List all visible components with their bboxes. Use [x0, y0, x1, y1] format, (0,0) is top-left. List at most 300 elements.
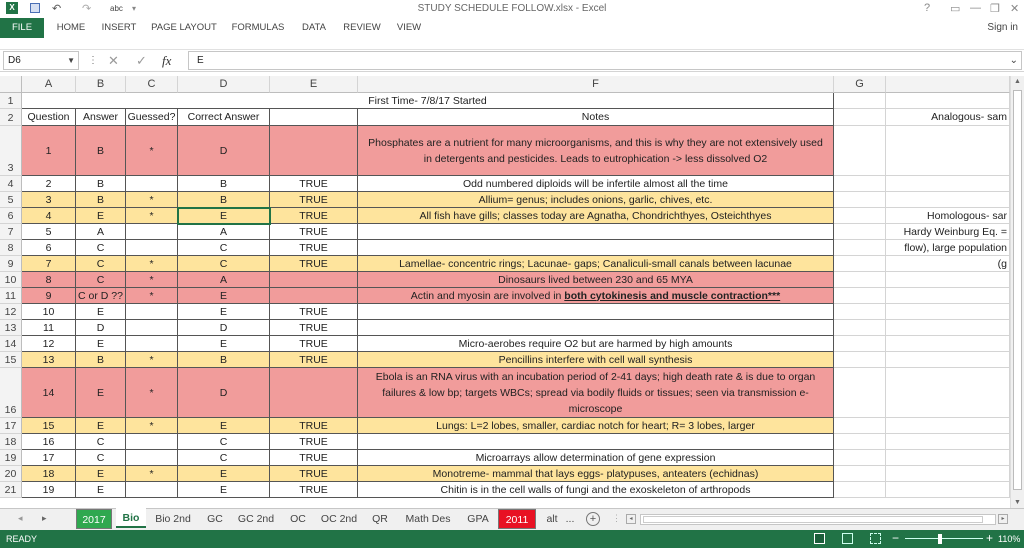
minimize-icon[interactable]: — — [970, 2, 981, 14]
question-cell[interactable]: 12 — [22, 336, 76, 352]
guessed-cell[interactable] — [126, 450, 178, 466]
column-header-d[interactable]: D — [178, 76, 270, 93]
question-cell[interactable]: 18 — [22, 466, 76, 482]
question-cell[interactable]: 1 — [22, 126, 76, 176]
guessed-cell[interactable] — [126, 320, 178, 336]
cell[interactable] — [834, 304, 886, 320]
row-number: 5 — [7, 194, 14, 206]
notes-text: Lungs: L=2 lobes, smaller, cardiac notch for heart; R= 3 lobes, larger — [436, 419, 755, 432]
guessed-cell[interactable] — [126, 224, 178, 240]
zoom-out-icon[interactable]: − — [892, 531, 900, 545]
notes-text: Allium= genus; includes onions, garlic, chives, etc. — [478, 193, 713, 206]
correct-answer-cell[interactable]: A — [178, 272, 270, 288]
expand-formula-icon[interactable]: ⌄ — [1009, 55, 1018, 66]
question-cell[interactable]: 10 — [22, 304, 76, 320]
notes-cell[interactable] — [358, 208, 834, 224]
row-number: 8 — [7, 242, 14, 254]
question-cell[interactable]: 16 — [22, 434, 76, 450]
match-cell[interactable]: TRUE — [270, 434, 358, 450]
notes-cell[interactable] — [358, 336, 834, 352]
page-layout-view-icon[interactable] — [842, 533, 853, 544]
notes-cell[interactable] — [358, 466, 834, 482]
row-header[interactable] — [0, 109, 22, 126]
answer-cell[interactable]: C — [76, 450, 126, 466]
row-header[interactable] — [0, 288, 22, 304]
correct-answer-cell[interactable]: E — [178, 336, 270, 352]
answer-cell[interactable]: B — [76, 126, 126, 176]
side-note[interactable] — [886, 434, 1010, 450]
notes-cell[interactable] — [358, 288, 834, 304]
customize-qat-icon[interactable]: ▾ — [132, 4, 137, 13]
answer-cell[interactable]: C or D ?? — [76, 288, 126, 304]
cell[interactable] — [834, 240, 886, 256]
scroll-tabs-left-icon[interactable]: ◂ — [18, 513, 23, 523]
help-icon[interactable]: ? — [924, 2, 931, 14]
question-cell[interactable]: 13 — [22, 352, 76, 368]
row-header[interactable] — [0, 368, 22, 418]
row-header[interactable] — [0, 466, 22, 482]
guessed-cell[interactable]: * — [126, 288, 178, 304]
sheet-tab-gc[interactable]: GC — [207, 513, 223, 525]
answer-cell[interactable]: D — [76, 320, 126, 336]
zoom-in-icon[interactable]: + — [986, 531, 994, 545]
correct-answer-cell[interactable]: C — [178, 240, 270, 256]
cancel-icon[interactable]: ✕ — [108, 53, 119, 68]
correct-answer-cell[interactable]: E — [178, 304, 270, 320]
chevron-down-icon[interactable]: ▼ — [67, 56, 75, 65]
match-cell[interactable] — [270, 126, 358, 176]
zoom-slider[interactable] — [905, 538, 983, 539]
correct-answer-cell[interactable]: E — [178, 466, 270, 482]
correct-answer-cell[interactable]: D — [178, 368, 270, 418]
sign-in-link[interactable]: Sign in — [987, 22, 1018, 33]
answer-cell[interactable]: E — [76, 208, 126, 224]
notes-cell[interactable] — [358, 320, 834, 336]
match-cell[interactable] — [270, 368, 358, 418]
question-cell[interactable]: 17 — [22, 450, 76, 466]
match-cell[interactable]: TRUE — [270, 224, 358, 240]
match-cell[interactable]: TRUE — [270, 304, 358, 320]
notes-text: Actin and myosin are involved in — [410, 289, 565, 302]
tab-formulas[interactable]: FORMULAS — [231, 22, 285, 33]
side-note[interactable]: flow), large population — [886, 240, 1010, 256]
cell[interactable] — [886, 93, 1010, 109]
sheet-tab-gpa[interactable]: GPA — [467, 513, 489, 525]
row-header[interactable] — [0, 304, 22, 320]
correct-answer-cell[interactable]: C — [178, 450, 270, 466]
select-all-corner[interactable] — [0, 76, 22, 93]
correct-answer-cell[interactable]: B — [178, 192, 270, 208]
match-cell[interactable]: TRUE — [270, 176, 358, 192]
ribbon-display-icon[interactable]: ▭ — [950, 3, 961, 15]
tab-file[interactable]: FILE — [0, 18, 44, 38]
row-number: 9 — [7, 258, 14, 270]
correct-answer-cell[interactable]: E — [178, 208, 270, 224]
notes-cell[interactable] — [358, 418, 834, 434]
row-number: 1 — [7, 95, 14, 107]
header-cell[interactable]: Answer — [76, 109, 126, 126]
hscroll-left-icon[interactable]: ◂ — [626, 514, 636, 524]
match-cell[interactable]: TRUE — [270, 256, 358, 272]
title-bar — [0, 0, 1024, 18]
enter-icon[interactable]: ✓ — [136, 53, 147, 68]
hscroll-right-icon[interactable]: ▸ — [998, 514, 1008, 524]
side-note[interactable]: Analogous- sam — [886, 109, 1010, 126]
correct-answer-cell[interactable]: B — [178, 176, 270, 192]
guessed-cell[interactable]: * — [126, 352, 178, 368]
tab-home[interactable]: HOME — [56, 22, 86, 33]
more-icon: ⋮ — [88, 55, 98, 66]
cell[interactable] — [834, 176, 886, 192]
notes-text: Microarrays allow determination of gene expression — [475, 451, 716, 464]
formula-input[interactable] — [188, 51, 1022, 70]
question-cell[interactable]: 15 — [22, 418, 76, 434]
notes-bold-text: both cytokinesis and muscle contraction*** — [564, 289, 781, 302]
close-icon[interactable]: ✕ — [1010, 3, 1020, 15]
answer-cell[interactable]: E — [76, 368, 126, 418]
guessed-cell[interactable] — [126, 304, 178, 320]
guessed-cell[interactable] — [126, 240, 178, 256]
cell[interactable] — [834, 434, 886, 450]
formula-bar — [0, 50, 1024, 72]
row-header[interactable] — [0, 272, 22, 288]
name-box-value: D6 — [8, 55, 21, 66]
guessed-cell[interactable] — [126, 482, 178, 498]
side-note[interactable] — [886, 126, 1010, 176]
correct-answer-cell[interactable]: C — [178, 256, 270, 272]
question-cell[interactable]: 14 — [22, 368, 76, 418]
answer-cell[interactable]: B — [76, 352, 126, 368]
row-header[interactable] — [0, 418, 22, 434]
question-cell[interactable]: 3 — [22, 192, 76, 208]
side-note[interactable] — [886, 192, 1010, 208]
row-header[interactable] — [0, 482, 22, 498]
notes-text: Pencillins interfere with cell wall synthesis — [498, 353, 693, 366]
guessed-cell[interactable]: * — [126, 466, 178, 482]
row-header[interactable] — [0, 224, 22, 240]
zoom-level[interactable]: 110% — [998, 534, 1021, 544]
header-cell[interactable]: Notes — [358, 109, 834, 126]
sheet-tab-alt[interactable]: alt — [546, 513, 558, 525]
header-cell[interactable] — [270, 109, 358, 126]
notes-text: Dinosaurs lived between 230 and 65 MYA — [498, 273, 693, 286]
worksheet-grid[interactable] — [0, 76, 1024, 508]
column-header-blank[interactable] — [886, 76, 1010, 93]
answer-cell[interactable]: B — [76, 176, 126, 192]
side-note[interactable] — [886, 304, 1010, 320]
row-header[interactable] — [0, 93, 22, 109]
name-box[interactable] — [3, 51, 79, 70]
guessed-cell[interactable] — [126, 336, 178, 352]
row-number: 16 — [4, 404, 17, 416]
notes-cell[interactable] — [358, 176, 834, 192]
scrollbar-thumb[interactable] — [1013, 90, 1022, 490]
row-number: 20 — [4, 468, 17, 480]
notes-cell[interactable] — [358, 434, 834, 450]
question-cell[interactable]: 6 — [22, 240, 76, 256]
row-number: 10 — [4, 274, 17, 286]
column-header-e[interactable]: E — [270, 76, 358, 93]
cell[interactable] — [834, 368, 886, 418]
side-note[interactable] — [886, 320, 1010, 336]
match-cell[interactable] — [270, 288, 358, 304]
answer-cell[interactable]: E — [76, 336, 126, 352]
notes-text: Monotreme- mammal that lays eggs- platypuses, anteaters (echidnas) — [432, 467, 759, 480]
row-number: 7 — [7, 226, 14, 238]
cell[interactable] — [834, 352, 886, 368]
zoom-slider-thumb[interactable] — [938, 534, 942, 544]
column-header-f[interactable]: F — [358, 76, 834, 93]
match-cell[interactable]: TRUE — [270, 320, 358, 336]
question-cell[interactable]: 11 — [22, 320, 76, 336]
spelling-icon[interactable]: abc — [110, 4, 123, 13]
header-cell[interactable]: Question — [22, 109, 76, 126]
notes-cell[interactable] — [358, 450, 834, 466]
question-cell[interactable]: 9 — [22, 288, 76, 304]
answer-cell[interactable]: C — [76, 434, 126, 450]
new-sheet-icon[interactable]: + — [586, 512, 600, 526]
column-header-b[interactable]: B — [76, 76, 126, 93]
row-header[interactable] — [0, 208, 22, 224]
collapsed-ribbon — [0, 38, 1024, 50]
cell[interactable] — [834, 126, 886, 176]
cell[interactable] — [834, 288, 886, 304]
row-number: 12 — [4, 306, 17, 318]
sheet-tab-gc-2nd[interactable]: GC 2nd — [237, 513, 275, 525]
cell[interactable] — [834, 418, 886, 434]
sheet-tab-2011[interactable]: 2011 — [498, 509, 536, 529]
guessed-cell[interactable]: * — [126, 126, 178, 176]
tab-review[interactable]: REVIEW — [343, 22, 381, 33]
row-number: 2 — [7, 112, 14, 124]
question-cell[interactable]: 19 — [22, 482, 76, 498]
match-cell[interactable]: TRUE — [270, 450, 358, 466]
match-cell[interactable]: TRUE — [270, 208, 358, 224]
side-note[interactable] — [886, 176, 1010, 192]
ribbon-tabs — [0, 18, 1024, 38]
row-header[interactable] — [0, 176, 22, 192]
row-header[interactable] — [0, 126, 22, 176]
side-note[interactable] — [886, 466, 1010, 482]
guessed-cell[interactable]: * — [126, 208, 178, 224]
side-note[interactable] — [886, 352, 1010, 368]
tab-view[interactable]: VIEW — [396, 22, 422, 33]
tab-split-icon[interactable]: ⋮ — [612, 513, 621, 523]
excel-logo-icon: X — [6, 2, 18, 14]
column-header-a[interactable]: A — [22, 76, 76, 93]
side-note[interactable] — [886, 272, 1010, 288]
answer-cell[interactable]: E — [76, 418, 126, 434]
cell[interactable] — [834, 109, 886, 126]
question-cell[interactable]: 4 — [22, 208, 76, 224]
notes-cell[interactable] — [358, 192, 834, 208]
guessed-cell[interactable]: * — [126, 192, 178, 208]
match-cell[interactable]: TRUE — [270, 240, 358, 256]
answer-cell[interactable]: E — [76, 304, 126, 320]
status-bar — [0, 530, 1024, 548]
header-cell[interactable]: Guessed? — [126, 109, 178, 126]
question-cell[interactable]: 8 — [22, 272, 76, 288]
redo-icon[interactable]: ↷ — [82, 3, 92, 15]
correct-answer-cell[interactable]: E — [178, 288, 270, 304]
tab-insert[interactable]: INSERT — [101, 22, 137, 33]
side-note[interactable] — [886, 288, 1010, 304]
cell[interactable] — [834, 256, 886, 272]
undo-icon[interactable]: ↶ — [52, 3, 62, 15]
row-number: 15 — [4, 354, 17, 366]
row-number: 21 — [4, 484, 17, 496]
cell[interactable] — [834, 192, 886, 208]
notes-cell[interactable] — [358, 240, 834, 256]
row-number: 3 — [7, 162, 14, 174]
side-note[interactable] — [886, 418, 1010, 434]
status-ready: READY — [6, 534, 38, 544]
answer-cell[interactable]: E — [76, 482, 126, 498]
match-cell[interactable]: TRUE — [270, 192, 358, 208]
correct-answer-cell[interactable]: E — [178, 418, 270, 434]
row-header[interactable] — [0, 352, 22, 368]
match-cell[interactable]: TRUE — [270, 352, 358, 368]
guessed-cell[interactable]: * — [126, 272, 178, 288]
row-header[interactable] — [0, 320, 22, 336]
guessed-cell[interactable] — [126, 434, 178, 450]
sheet-tab-bar — [0, 508, 1024, 530]
sheet-tab-2017[interactable]: 2017 — [76, 509, 112, 529]
answer-cell[interactable]: B — [76, 192, 126, 208]
horizontal-scrollbar[interactable] — [640, 514, 996, 525]
row-header[interactable] — [0, 240, 22, 256]
row-number: 18 — [4, 436, 17, 448]
notes-text: Chitin is in the cell walls of fungi and the exoskeleton of arthropods — [440, 483, 751, 496]
scroll-up-icon[interactable]: ▲ — [1014, 78, 1021, 85]
notes-cell[interactable] — [358, 352, 834, 368]
answer-cell[interactable]: C — [76, 272, 126, 288]
row-number: 19 — [4, 452, 17, 464]
row-header[interactable] — [0, 450, 22, 466]
cell[interactable] — [834, 482, 886, 498]
insert-function-icon[interactable]: fx — [162, 53, 172, 68]
notes-text: Micro-aerobes require O2 but are harmed by high amounts — [458, 337, 733, 350]
sheet-tab--[interactable]: ... — [565, 513, 575, 525]
guessed-cell[interactable]: * — [126, 418, 178, 434]
question-cell[interactable]: 2 — [22, 176, 76, 192]
cell[interactable] — [834, 320, 886, 336]
header-cell[interactable]: Correct Answer — [178, 109, 270, 126]
answer-cell[interactable]: C — [76, 240, 126, 256]
tab-data[interactable]: DATA — [302, 22, 326, 33]
row-header[interactable] — [0, 192, 22, 208]
row-header[interactable] — [0, 434, 22, 450]
side-note[interactable] — [886, 450, 1010, 466]
normal-view-icon[interactable] — [814, 533, 825, 544]
window-title: STUDY SCHEDULE FOLLOW.xlsx - Excel — [417, 3, 607, 14]
notes-cell[interactable] — [358, 304, 834, 320]
tab-page-layout[interactable]: PAGE LAYOUT — [151, 22, 217, 33]
answer-cell[interactable]: A — [76, 224, 126, 240]
cell[interactable] — [834, 93, 886, 109]
match-cell[interactable]: TRUE — [270, 418, 358, 434]
notes-cell[interactable] — [358, 256, 834, 272]
column-header-g[interactable]: G — [834, 76, 886, 93]
correct-answer-cell[interactable]: C — [178, 434, 270, 450]
sheet-tab-qr[interactable]: QR — [372, 513, 388, 525]
row-number: 14 — [4, 338, 17, 350]
row-number: 13 — [4, 322, 17, 334]
cell[interactable] — [834, 450, 886, 466]
notes-cell[interactable] — [358, 482, 834, 498]
correct-answer-cell[interactable]: D — [178, 126, 270, 176]
side-note[interactable]: Homologous- sar — [886, 208, 1010, 224]
cell[interactable] — [834, 272, 886, 288]
hscroll-thumb[interactable] — [643, 516, 983, 523]
side-note[interactable] — [886, 368, 1010, 418]
sheet-tab-bio[interactable]: Bio — [116, 508, 146, 528]
restore-icon[interactable]: ❐ — [990, 3, 1000, 15]
page-break-view-icon[interactable] — [870, 533, 881, 544]
correct-answer-cell[interactable]: B — [178, 352, 270, 368]
notes-cell[interactable] — [358, 224, 834, 240]
title-cell[interactable]: First Time- 7/8/17 Started — [22, 93, 834, 109]
vertical-scrollbar[interactable] — [1010, 76, 1024, 508]
answer-cell[interactable]: E — [76, 466, 126, 482]
sheet-tab-math-des[interactable]: Math Des — [405, 513, 451, 525]
side-note[interactable] — [886, 482, 1010, 498]
guessed-cell[interactable] — [126, 176, 178, 192]
cell[interactable] — [834, 336, 886, 352]
side-note[interactable]: (g — [886, 256, 1010, 272]
row-number: 4 — [7, 178, 14, 190]
correct-answer-cell[interactable]: E — [178, 482, 270, 498]
row-number: 6 — [7, 210, 14, 222]
row-number: 17 — [4, 420, 17, 432]
row-header[interactable] — [0, 336, 22, 352]
notes-text: All fish have gills; classes today are Agnatha, Chondrichthyes, Osteichthyes — [419, 209, 772, 222]
cell[interactable] — [834, 224, 886, 240]
match-cell[interactable] — [270, 272, 358, 288]
sheet-tab-oc-2nd[interactable]: OC 2nd — [320, 513, 358, 525]
notes-cell[interactable] — [358, 368, 834, 418]
correct-answer-cell[interactable]: D — [178, 320, 270, 336]
correct-answer-cell[interactable]: A — [178, 224, 270, 240]
answer-cell[interactable]: C — [76, 256, 126, 272]
notes-text: Ebola is an RNA virus with an incubation period of 2-41 days; high death rate & is due to organ failures & low bp; targets WBCs; spread via bodily fluids or tissues; seen via transmission e-microscope — [375, 370, 816, 415]
scroll-tabs-right-icon[interactable]: ▸ — [42, 513, 47, 523]
sheet-tab-oc[interactable]: OC — [290, 513, 306, 525]
guessed-cell[interactable]: * — [126, 256, 178, 272]
notes-text: Odd numbered diploids will be infertile almost all the time — [463, 177, 728, 190]
scroll-down-icon[interactable]: ▼ — [1014, 499, 1021, 506]
side-note[interactable] — [886, 336, 1010, 352]
match-cell[interactable]: TRUE — [270, 336, 358, 352]
row-header[interactable] — [0, 256, 22, 272]
question-cell[interactable]: 5 — [22, 224, 76, 240]
question-cell[interactable]: 7 — [22, 256, 76, 272]
match-cell[interactable]: TRUE — [270, 466, 358, 482]
sheet-tab-bio-2nd[interactable]: Bio 2nd — [155, 513, 191, 525]
notes-cell[interactable] — [358, 272, 834, 288]
cell[interactable] — [834, 208, 886, 224]
selected-cell-outline — [177, 207, 271, 225]
formula-value: E — [197, 55, 204, 66]
row-number: 11 — [5, 290, 16, 302]
notes-text: Phosphates are a nutrient for many microorganisms, and this is why they are not extensively used in detergents and pesticides. Leads to eutrophication -> less dissolved O2 — [368, 136, 823, 165]
match-cell[interactable]: TRUE — [270, 482, 358, 498]
column-header-c[interactable]: C — [126, 76, 178, 93]
guessed-cell[interactable]: * — [126, 368, 178, 418]
side-note[interactable]: Hardy Weinburg Eq. = — [886, 224, 1010, 240]
notes-cell[interactable] — [358, 126, 834, 176]
cell[interactable] — [834, 466, 886, 482]
